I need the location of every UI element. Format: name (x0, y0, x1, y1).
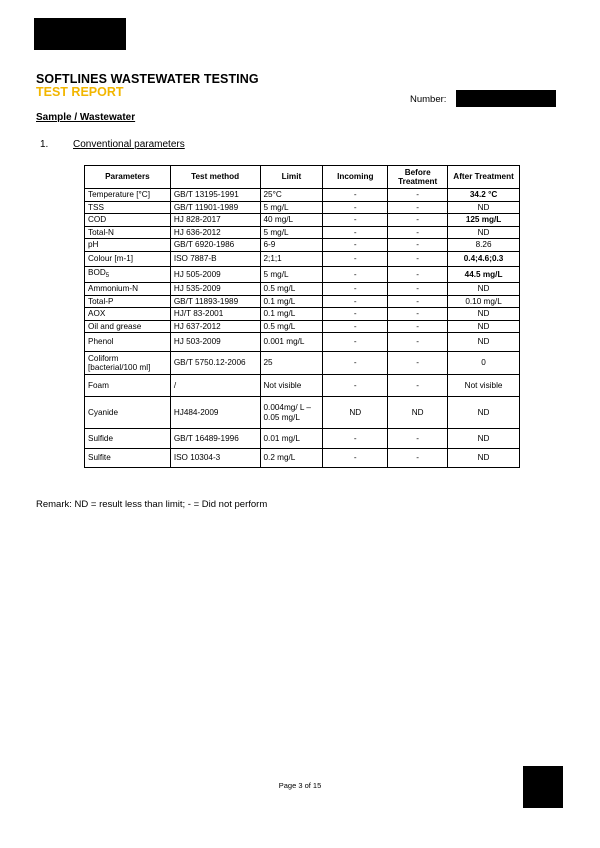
incoming-cell-text: - (353, 380, 357, 390)
incoming-cell-text: - (353, 309, 357, 318)
table-row (85, 283, 520, 296)
parameter-cell-text: Coliform [bacterial/100 ml] (88, 353, 151, 372)
table-row (85, 251, 520, 266)
before-cell-text: - (416, 296, 420, 306)
method-cell-text: HJ 535-2009 (173, 284, 221, 293)
limit-cell-text: 2;1;1 (263, 253, 282, 263)
limit-cell (260, 397, 323, 429)
incoming-cell (323, 266, 388, 283)
table-row (85, 226, 520, 239)
after-cell (448, 226, 520, 239)
before-cell-text: - (416, 269, 420, 279)
after-cell-text: ND (477, 284, 490, 293)
before-cell-text: - (416, 284, 420, 293)
parameter-cell-text: TSS (88, 202, 104, 212)
method-cell (170, 333, 260, 352)
before-cell (388, 239, 448, 252)
incoming-cell (323, 308, 388, 321)
before-cell-text: - (416, 309, 420, 318)
column-header: Incoming (323, 166, 388, 189)
before-cell (388, 397, 448, 429)
limit-cell-text: 25 (263, 358, 273, 368)
parameter-cell (85, 308, 171, 321)
method-cell-text: HJ 637-2012 (173, 321, 221, 331)
table-row (85, 429, 520, 449)
incoming-cell (323, 295, 388, 308)
parameter-cell (85, 449, 171, 468)
table-row (85, 201, 520, 214)
incoming-cell (323, 214, 388, 227)
incoming-cell-text: - (353, 190, 357, 199)
incoming-cell-text: - (353, 296, 357, 306)
before-cell (388, 429, 448, 449)
table-row (85, 397, 520, 429)
parameter-cell (85, 283, 171, 296)
before-cell (388, 375, 448, 397)
after-cell-text: ND (477, 433, 490, 443)
before-cell (388, 295, 448, 308)
incoming-cell (323, 320, 388, 333)
table-row (85, 239, 520, 252)
incoming-cell-text: - (353, 284, 357, 293)
after-cell-text: ND (477, 321, 490, 331)
parameter-cell-text: Oil and grease (88, 321, 142, 331)
table-row (85, 333, 520, 352)
incoming-cell (323, 449, 388, 468)
after-cell (448, 375, 520, 397)
limit-cell-text: 0.001 mg/L (263, 337, 305, 347)
before-cell (388, 266, 448, 283)
limit-cell-text: 0.1 mg/L (263, 296, 296, 306)
method-cell (170, 266, 260, 283)
method-cell-text: GB/T 6920-1986 (173, 240, 235, 249)
method-cell-text: / (173, 380, 177, 390)
parameter-cell (85, 333, 171, 352)
parameter-cell-text: Temperature [°C] (88, 190, 150, 199)
parameter-cell-text: Phenol (88, 337, 114, 347)
limit-cell (260, 320, 323, 333)
method-cell (170, 449, 260, 468)
incoming-cell-text: - (353, 253, 357, 263)
incoming-cell (323, 239, 388, 252)
parameter-cell-text: BOD (88, 267, 106, 277)
method-cell-text: GB/T 5750.12-2006 (173, 358, 246, 368)
incoming-cell-text: - (353, 269, 357, 279)
before-cell (388, 251, 448, 266)
method-cell-text: GB/T 16489-1996 (173, 433, 239, 443)
limit-cell-text: 0.01 mg/L (263, 433, 300, 443)
method-cell-text: ISO 10304-3 (173, 453, 221, 463)
method-cell (170, 352, 260, 375)
after-cell (448, 239, 520, 252)
before-cell-text: - (416, 358, 420, 368)
column-header: Limit (260, 166, 323, 189)
before-cell-text: - (416, 321, 420, 331)
limit-cell (260, 429, 323, 449)
limit-cell-text: 0.004mg/ L – 0.05 mg/L (263, 403, 311, 422)
limit-cell-text: 0.5 mg/L (263, 321, 296, 331)
before-cell-text: - (416, 337, 420, 347)
limit-cell (260, 189, 323, 202)
before-cell-text: - (416, 190, 420, 199)
parameter-cell (85, 251, 171, 266)
limit-cell (260, 239, 323, 252)
before-cell-text: - (416, 240, 420, 249)
limit-cell (260, 251, 323, 266)
parameter-cell-text: Sulfide (88, 433, 114, 443)
after-cell-text: Not visible (464, 380, 503, 390)
after-cell (448, 283, 520, 296)
incoming-cell (323, 226, 388, 239)
incoming-cell (323, 333, 388, 352)
parameter-cell-text: Sulfite (88, 453, 111, 463)
method-cell (170, 320, 260, 333)
redacted-number (456, 90, 556, 107)
method-cell (170, 214, 260, 227)
report-title: SOFTLINES WASTEWATER TESTING (36, 72, 259, 86)
limit-cell (260, 333, 323, 352)
incoming-cell-text: - (353, 240, 357, 249)
before-cell (388, 189, 448, 202)
table-row (85, 189, 520, 202)
before-cell-text: - (416, 215, 420, 224)
incoming-cell-text: - (353, 433, 357, 443)
limit-cell (260, 352, 323, 375)
after-cell (448, 266, 520, 283)
parameter-cell-text: Cyanide (88, 407, 119, 417)
limit-cell-text: 5 mg/L (263, 202, 289, 212)
after-cell-text: 0.4;4.6;0.3 (463, 253, 504, 263)
method-cell-text: HJ/T 83-2001 (173, 309, 224, 318)
limit-cell (260, 201, 323, 214)
method-cell (170, 308, 260, 321)
after-cell-text: 34.2 °C (469, 190, 498, 199)
method-cell-text: HJ484-2009 (173, 407, 219, 417)
parameter-cell (85, 201, 171, 214)
limit-cell (260, 283, 323, 296)
limit-cell (260, 375, 323, 397)
subscript: 5 (105, 272, 110, 279)
limit-cell (260, 308, 323, 321)
before-cell-text: ND (411, 407, 424, 417)
incoming-cell (323, 189, 388, 202)
before-cell (388, 214, 448, 227)
column-header: Before Treatment (388, 166, 448, 189)
method-cell-text: HJ 636-2012 (173, 227, 221, 237)
table-row (85, 295, 520, 308)
method-cell (170, 251, 260, 266)
incoming-cell (323, 429, 388, 449)
parameter-cell (85, 266, 171, 283)
before-cell (388, 226, 448, 239)
incoming-cell-text: - (353, 337, 357, 347)
table-body (85, 189, 520, 468)
after-cell (448, 201, 520, 214)
after-cell (448, 320, 520, 333)
table-row (85, 320, 520, 333)
parameter-cell (85, 375, 171, 397)
table-row (85, 214, 520, 227)
limit-cell-text: Not visible (263, 380, 302, 390)
after-cell-text: 125 mg/L (465, 215, 502, 224)
parameter-cell-text: AOX (88, 309, 106, 318)
redacted-corner-mark (523, 766, 563, 808)
before-cell-text: - (416, 380, 420, 390)
limit-cell-text: 5 mg/L (263, 269, 289, 279)
before-cell (388, 449, 448, 468)
parameter-cell-text: Colour [m-1] (88, 253, 134, 263)
limit-cell-text: 6-9 (263, 240, 276, 249)
parameter-cell (85, 352, 171, 375)
after-cell (448, 214, 520, 227)
column-header: After Treatment (448, 166, 520, 189)
method-cell (170, 375, 260, 397)
incoming-cell-text: - (353, 215, 357, 224)
incoming-cell-text: - (353, 321, 357, 331)
after-cell-text: 8.26 (475, 240, 492, 249)
limit-cell (260, 295, 323, 308)
before-cell (388, 283, 448, 296)
report-subtitle: TEST REPORT (36, 85, 124, 99)
method-cell-text: GB/T 11901-1989 (173, 202, 239, 212)
after-cell-text: ND (477, 309, 490, 318)
before-cell (388, 333, 448, 352)
parameter-cell-text: Total-N (88, 227, 114, 237)
before-cell (388, 308, 448, 321)
before-cell-text: - (416, 453, 420, 463)
method-cell (170, 397, 260, 429)
method-cell-text: HJ 505-2009 (173, 269, 221, 279)
after-cell (448, 449, 520, 468)
parameter-cell (85, 189, 171, 202)
limit-cell-text: 0.1 mg/L (263, 309, 296, 318)
incoming-cell-text: - (353, 202, 357, 212)
after-cell-text: 0 (481, 358, 486, 368)
before-cell (388, 352, 448, 375)
method-cell-text: GB/T 13195-1991 (173, 190, 239, 199)
redacted-logo (34, 18, 126, 50)
incoming-cell-text: - (353, 227, 357, 237)
method-cell (170, 429, 260, 449)
incoming-cell (323, 251, 388, 266)
table-row (85, 266, 520, 283)
column-header: Test method (170, 166, 260, 189)
limit-cell (260, 226, 323, 239)
parameter-cell-text: COD (88, 215, 107, 224)
parameter-cell-text: Foam (88, 380, 109, 390)
before-cell (388, 201, 448, 214)
page-number: Page 3 of 15 (278, 781, 322, 790)
parameter-cell (85, 320, 171, 333)
table-header-row (85, 166, 520, 189)
method-cell-text: HJ 828-2017 (173, 215, 221, 224)
after-cell (448, 189, 520, 202)
method-cell (170, 295, 260, 308)
after-cell-text: 44.5 mg/L (464, 269, 503, 279)
method-cell (170, 226, 260, 239)
after-cell (448, 397, 520, 429)
parameter-cell (85, 429, 171, 449)
method-cell (170, 283, 260, 296)
limit-cell-text: 5 mg/L (263, 227, 289, 237)
incoming-cell (323, 397, 388, 429)
after-cell-text: ND (477, 227, 490, 237)
after-cell (448, 308, 520, 321)
after-cell (448, 352, 520, 375)
after-cell-text: ND (477, 407, 490, 417)
incoming-cell-text: - (353, 358, 357, 368)
incoming-cell (323, 201, 388, 214)
incoming-cell-text: ND (349, 407, 362, 417)
method-cell (170, 239, 260, 252)
table-row (85, 375, 520, 397)
parameter-cell (85, 397, 171, 429)
parameter-cell (85, 239, 171, 252)
limit-cell (260, 214, 323, 227)
parameter-cell (85, 214, 171, 227)
after-cell-text: ND (477, 453, 490, 463)
method-cell (170, 201, 260, 214)
after-cell-text: ND (477, 337, 490, 347)
after-cell (448, 429, 520, 449)
parameter-cell-text: Ammonium-N (88, 284, 139, 293)
column-header: Parameters (85, 166, 171, 189)
before-cell (388, 320, 448, 333)
before-cell-text: - (416, 253, 420, 263)
limit-cell (260, 449, 323, 468)
incoming-cell (323, 375, 388, 397)
limit-cell-text: 40 mg/L (263, 215, 294, 224)
sample-heading: Sample / Wastewater (36, 112, 136, 123)
before-cell-text: - (416, 433, 420, 443)
after-cell (448, 295, 520, 308)
incoming-cell-text: - (353, 453, 357, 463)
parameter-cell (85, 226, 171, 239)
parameters-table (84, 165, 520, 468)
table-row (85, 352, 520, 375)
method-cell-text: GB/T 11893-1989 (173, 296, 239, 306)
section-title: Conventional parameters (73, 139, 185, 150)
table-row (85, 449, 520, 468)
before-cell-text: - (416, 227, 420, 237)
parameter-cell-text: Total-P (88, 296, 114, 306)
remark: Remark: ND = result less than limit; - = Did not perform (36, 499, 268, 510)
parameter-cell-text: pH (88, 240, 99, 249)
table-row (85, 308, 520, 321)
after-cell (448, 251, 520, 266)
incoming-cell (323, 352, 388, 375)
parameter-cell (85, 295, 171, 308)
limit-cell-text: 0.2 mg/L (263, 453, 296, 463)
limit-cell-text: 0.5 mg/L (263, 284, 296, 293)
section-number: 1. (40, 139, 49, 150)
method-cell (170, 189, 260, 202)
incoming-cell (323, 283, 388, 296)
limit-cell (260, 266, 323, 283)
after-cell-text: 0.10 mg/L (465, 296, 502, 306)
method-cell-text: HJ 503-2009 (173, 337, 221, 347)
before-cell-text: - (416, 202, 420, 212)
after-cell-text: ND (477, 202, 490, 212)
method-cell-text: ISO 7887-B (173, 253, 217, 263)
number-label: Number: (410, 94, 447, 105)
after-cell (448, 333, 520, 352)
limit-cell-text: 25°C (263, 190, 282, 199)
